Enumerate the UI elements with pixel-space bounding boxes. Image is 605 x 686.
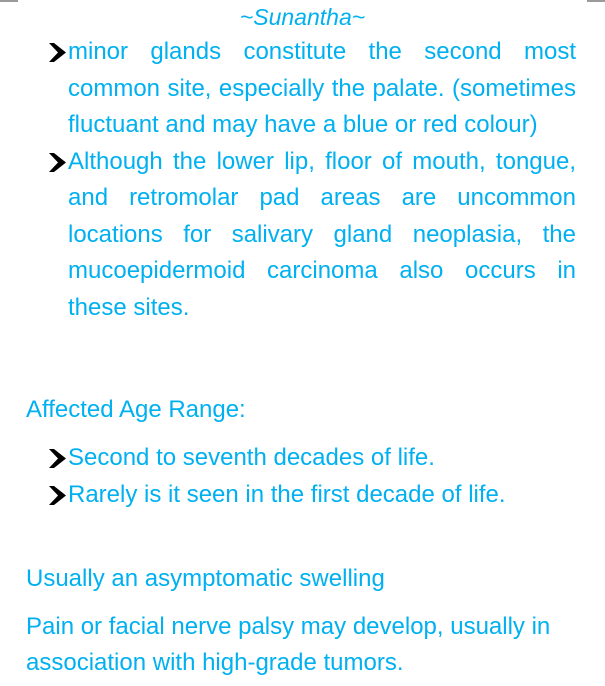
arrow-bullet-icon bbox=[48, 34, 68, 70]
list-item bbox=[48, 440, 576, 477]
list-item-text: Rarely is it seen in the first decade of life. bbox=[68, 480, 506, 508]
list-item-text: minor glands constitute the second most common site, especially the palate. (sometimes fluctuant and may have a blue or red colour) bbox=[68, 38, 576, 138]
age-range-heading: Affected Age Range: bbox=[26, 396, 246, 423]
arrow-bullet-icon bbox=[48, 477, 68, 513]
sites-bullet-list bbox=[48, 34, 576, 326]
list-item-text: Second to seventh decades of life. bbox=[68, 444, 435, 471]
list-item bbox=[48, 144, 576, 327]
arrow-bullet-icon bbox=[48, 440, 68, 476]
list-item bbox=[48, 477, 576, 514]
list-item-text: Although the lower lip, floor of mouth, tongue, and retromolar pad areas are uncommon locations for salivary gland neoplasia, the mucoepidermoid carcinoma also occurs in these sites. bbox=[68, 147, 576, 321]
swelling-statement: Usually an asymptomatic swelling bbox=[26, 565, 385, 592]
page-header-title: ~Sunantha~ bbox=[239, 4, 366, 30]
arrow-bullet-icon bbox=[48, 144, 68, 180]
age-range-bullet-list bbox=[48, 440, 576, 513]
list-item bbox=[48, 34, 576, 144]
pain-statement: Pain or facial nerve palsy may develop, usually in association with high-grade tumors. bbox=[26, 613, 551, 676]
